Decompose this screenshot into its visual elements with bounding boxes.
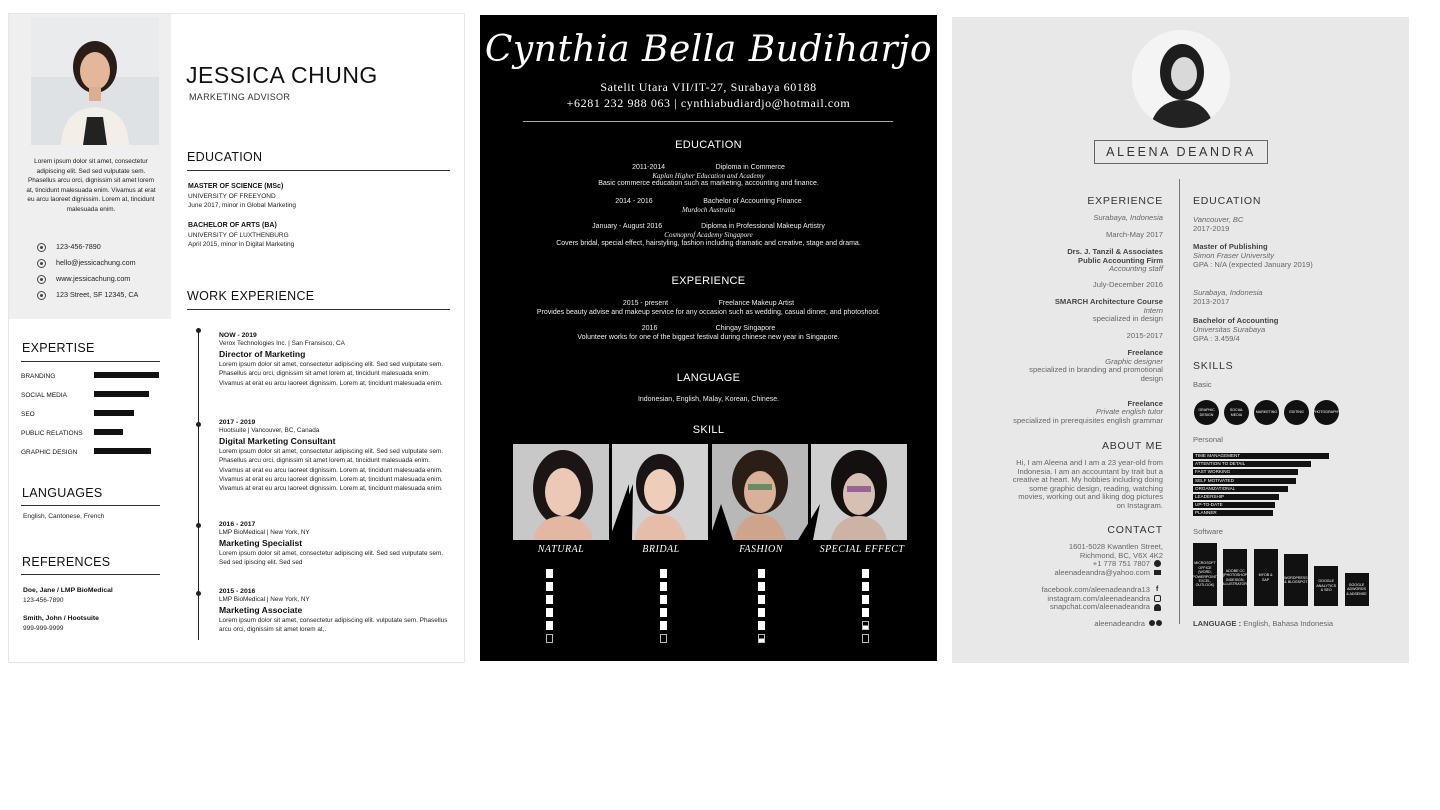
contact-phone — [37, 241, 101, 253]
contact-text: +6281 232 988 063 | cynthiabudiardjo@hotmail.com — [566, 96, 851, 110]
phone-icon — [1154, 560, 1161, 567]
contact-website — [37, 273, 130, 285]
skill-level-square — [660, 595, 667, 604]
profile-photo — [1132, 30, 1230, 128]
job-dates: 2017 - 2019 — [219, 419, 256, 426]
education-desc: Covers bridal, special effect, hairstyling, fashion including dramatic and creative, stage and drama. — [556, 240, 861, 247]
skill-heading: SKILL — [692, 424, 725, 436]
expertise-label: GRAPHIC DESIGN — [21, 449, 78, 456]
software-skill-column: WORDPRESS & BLOGSPOT — [1284, 554, 1308, 606]
email-icon — [1154, 570, 1161, 575]
reference-name: Smith, John / Hootsuite — [23, 615, 99, 622]
experience-role: Intern — [1143, 306, 1163, 315]
job-dates: NOW - 2019 — [219, 332, 257, 339]
education-line: 2014 - 2016 Bachelor of Accounting Finance — [615, 198, 802, 205]
job-description: Lorem ipsum dolor sit amet, consectetur adipiscing elit. Sed sed vulputate sem. Phasellus arcu orci, dignissim sit amet lorem at, tincidunt malesuada enim. Vivamus at erat eu arcu laoreet dignissim. Lorem at, tincidunt malesuada enim. — [219, 361, 444, 387]
experience-role: Graphic designer — [1105, 357, 1163, 366]
divider — [523, 121, 893, 122]
skill-level-square — [758, 608, 765, 617]
contact-email — [37, 257, 136, 269]
skill-level-square — [862, 634, 869, 643]
expertise-bar — [94, 391, 149, 397]
skill-level-square — [660, 569, 667, 578]
reference-phone: 999-999-9999 — [23, 625, 64, 632]
education-heading: EDUCATION — [187, 150, 263, 164]
skill-label: BRIDAL — [642, 544, 680, 555]
reference-name: Doe, Jane / LMP BioMedical — [23, 587, 113, 594]
job-description: Lorem ipsum dolor sit amet, consectetur adipiscing elit. Sed sed vulputate sem. Sed sed ipiscing elit. Sed sed — [219, 550, 444, 567]
software-skill-column: ADOBE CC (PHOTOSHOP, INDESIGN, ILLUSTRATOR) — [1223, 549, 1247, 606]
personal-skill-bar: FAST WORKING — [1193, 469, 1298, 475]
experience-org: Drs. J. Tanzil & Associates Public Accounting Firm — [1067, 247, 1163, 265]
contact-address: 1601-5028 Kwantlen Street, Richmond, BC, V6X 4K2 — [1068, 542, 1163, 560]
phone-icon — [37, 243, 46, 252]
sidebar-panel — [9, 14, 171, 319]
basic-skill-circle: PHOTOGRAPHY — [1314, 400, 1339, 425]
education-dates: 2013-2017 — [1193, 297, 1230, 306]
skill-level-square — [660, 621, 667, 630]
language-text: Indonesian, English, Malay, Korean, Chinese. — [637, 396, 780, 403]
basic-skill-circle: SOCIAL MEDIA — [1224, 400, 1249, 425]
education-degree: Bachelor of Accounting — [1193, 316, 1279, 325]
skill-level-square — [546, 569, 553, 578]
education-school: Cosmoprof Academy Singapore — [664, 231, 753, 239]
resume-aleena — [952, 17, 1409, 663]
language-label: LANGUAGE : — [1193, 619, 1242, 628]
software-skill-column: GOOGLE ADWORDS & ADSENSE — [1345, 573, 1369, 606]
education-gpa: GPA : N/A (expected January 2019) — [1193, 260, 1313, 269]
skill-level-square — [758, 621, 765, 630]
job-entry — [219, 521, 449, 568]
experience-org: Freelance — [1127, 348, 1163, 357]
skill-level-square — [862, 569, 869, 578]
personal-skill-bar: ATTENTION TO DETAIL — [1193, 461, 1311, 467]
contact-instagram: instagram.com/aleenadeandra — [1047, 594, 1150, 603]
job-description: Lorem ipsum dolor sit amet, consectetur adipiscing elit. Sed sed vulputate sem. Phasellus arcu orci, dignissim sit amet lorem at, tincidunt malesuada enim. Vivamus at erat eu arcu laoreet dignissim. Lorem at, tincidunt malesuada enim. Vivamus at erat eu arcu laoreet dignissim. Lorem at, tincidunt malesuada enim. Vivamus at erat eu arcu laoreet dignissim. Lorem at, tincidunt malesuada enim. — [219, 448, 444, 493]
experience-line: 2016 Chingay Singapore — [641, 325, 776, 332]
job-company: LMP BioMedical | New York, NY — [219, 529, 310, 536]
education-desc: Basic commerce education such as marketing, accounting and finance. — [598, 180, 819, 187]
expertise-label: BRANDING — [21, 373, 56, 380]
skill-level-square — [660, 582, 667, 591]
basic-label: Basic — [1193, 380, 1212, 389]
personal-skill-bar: UP-TO-DATE — [1193, 502, 1275, 508]
software-skill-column: MYOB & SAP — [1254, 549, 1278, 606]
contact-snapchat: snapchat.com/aleenadeandra — [1049, 602, 1150, 611]
divider — [187, 170, 450, 171]
personal-skill-bar: TIME MANAGEMENT — [1193, 453, 1329, 459]
globe-icon — [37, 275, 46, 284]
contact-phone-text: 123-456-7890 — [56, 242, 101, 251]
skill-level-square — [862, 608, 869, 617]
about-heading: ABOUT ME — [1101, 440, 1163, 452]
job-description: Lorem ipsum dolor sit amet, consectetur adipiscing elit. vulputate sem. Phasellus arcu orci, dignissim sit amet lorem at,. — [219, 617, 448, 634]
address-text: Satelit Utara VII/IT-27, Surabaya 60188 — [600, 80, 817, 94]
personal-skill-bar: ORGANIZATIONAL — [1193, 486, 1288, 492]
skill-label: NATURAL — [537, 544, 585, 555]
education-heading: EDUCATION — [675, 139, 742, 151]
divider — [21, 505, 160, 506]
software-label: Software — [1193, 527, 1223, 536]
timeline-dot — [196, 422, 201, 427]
facebook-icon: f — [1156, 586, 1159, 593]
language-line — [1193, 620, 1333, 629]
language-text: English, Bahasa Indonesia — [1243, 619, 1334, 628]
skill-level-square — [758, 634, 765, 643]
references-heading: REFERENCES — [22, 555, 111, 569]
timeline-dot — [196, 523, 201, 528]
experience-role: Accounting staff — [1108, 264, 1163, 273]
skill-level-square — [862, 582, 869, 591]
experience-org: SMARCH Architecture Course — [1054, 297, 1163, 306]
education-heading: EDUCATION — [1193, 195, 1262, 207]
timeline-dot — [196, 591, 201, 596]
experience-line: 2015 - present Freelance Makeup Artist — [622, 300, 795, 307]
snapchat-icon — [1154, 604, 1161, 611]
language-heading: LANGUAGE — [676, 372, 741, 384]
education-detail: April 2015, minor in Digital Marketing — [188, 241, 295, 248]
software-skill-column: MICROSOFT OFFICE (WORD, POWERPOINT, EXCEL, OUTLOOK) — [1193, 543, 1217, 606]
resume-jessica-chung — [8, 13, 465, 663]
experience-dates: 2015-2017 — [1126, 331, 1163, 340]
experience-desc: specialized in branding and promotional design — [1029, 365, 1163, 383]
experience-dates: July-December 2016 — [1092, 280, 1163, 289]
job-title: Director of Marketing — [219, 349, 306, 359]
skill-level-square — [546, 621, 553, 630]
skill-level-square — [758, 582, 765, 591]
intro-text: Lorem ipsum dolor sit amet, consectetur adipiscing elit. Sed sed vulputate sem. Phasellus arcu orci, dignissim sit amet lorem at, tincidunt malesuada enim. Vivamus at erat eu arcu laoreet dignissim. Lorem at, tincidunt malesuada enim. — [26, 158, 156, 213]
software-skill-column: GOOGLE ANALYTICS & SEO — [1314, 566, 1338, 606]
skill-level-square — [758, 569, 765, 578]
expertise-label: PUBLIC RELATIONS — [21, 430, 83, 437]
contact-website-text: www.jessicachung.com — [56, 274, 131, 283]
contact-handle: aleenadeandra — [1094, 619, 1145, 628]
education-school: UNIVERSITY OF FREEYOND — [188, 193, 276, 200]
experience-desc: Provides beauty advise and makeup service for any occasion such as wedding, casual dinner, and photoshoot. — [536, 309, 881, 316]
education-degree: MASTER OF SCIENCE (MSc) — [188, 183, 284, 190]
resume-name: JESSICA CHUNG — [186, 62, 378, 88]
skill-level-square — [546, 634, 553, 643]
contact-facebook: facebook.com/aleenadeandra13 — [1041, 585, 1150, 594]
expertise-bar — [94, 410, 134, 416]
skill-level-square — [546, 608, 553, 617]
experience-org: Freelance — [1127, 399, 1163, 408]
education-school: UNIVERSITY OF LUXTHENBURG — [188, 232, 289, 239]
education-gpa: GPA : 3.459/4 — [1193, 334, 1240, 343]
experience-desc: specialized in design — [1092, 314, 1163, 323]
job-entry — [219, 332, 449, 388]
divider — [21, 361, 160, 362]
job-title: Marketing Specialist — [219, 538, 303, 548]
education-dates: 2017-2019 — [1193, 224, 1230, 233]
experience-desc: specialized in prerequisites english grammar — [1013, 416, 1163, 425]
job-title: Digital Marketing Consultant — [219, 436, 336, 446]
education-degree: Master of Publishing — [1193, 242, 1268, 251]
contact-address — [37, 289, 138, 301]
experience-desc: Volunteer works for one of the biggest festival during chinese new year in Singapore. — [577, 334, 840, 341]
job-title: Marketing Associate — [219, 605, 303, 615]
contact-email: aleenadeandra@yahoo.com — [1054, 568, 1150, 577]
education-detail: June 2017, minor in Global Marketing — [188, 202, 297, 209]
contact-phone: +1 778 751 7807 — [1092, 559, 1150, 568]
job-entry — [219, 419, 449, 493]
skill-level-square — [862, 621, 869, 630]
contact-email-text: hello@jessicachung.com — [56, 258, 136, 267]
skill-level-square — [862, 595, 869, 604]
job-company: Verox Technologies Inc. | San Fransisco, CA — [219, 340, 345, 347]
personal-skill-bar: SELF MOTIVATED — [1193, 478, 1296, 484]
chat-icon — [1156, 620, 1162, 626]
education-degree: BACHELOR OF ARTS (BA) — [188, 222, 277, 229]
basic-skill-circle: MARKETING — [1254, 400, 1279, 425]
resume-role: MARKETING ADVISOR — [189, 92, 291, 102]
profile-photo — [31, 17, 159, 145]
experience-heading: EXPERIENCE — [1087, 195, 1163, 207]
divider — [21, 574, 160, 575]
experience-location: Surabaya, Indonesia — [1093, 213, 1163, 222]
name-box: ALEENA DEANDRA — [1094, 140, 1268, 164]
experience-dates: March-May 2017 — [1106, 230, 1163, 239]
column-divider — [1179, 179, 1180, 624]
experience-heading: EXPERIENCE — [671, 275, 746, 287]
email-icon — [37, 259, 46, 268]
education-school: Simon Fraser University — [1193, 251, 1275, 260]
expertise-bar — [94, 429, 123, 435]
skill-level-square — [546, 582, 553, 591]
job-dates: 2016 - 2017 — [219, 521, 256, 528]
job-entry — [219, 588, 449, 635]
skill-label: SPECIAL EFFECT — [819, 544, 905, 555]
languages-text: English, Cantonese, French — [23, 513, 105, 520]
skill-level-square — [546, 595, 553, 604]
education-location: Surabaya, Indonesia — [1193, 288, 1263, 297]
personal-label: Personal — [1193, 435, 1223, 444]
job-company: LMP BioMedical | New York, NY — [219, 596, 310, 603]
expertise-label: SEO — [21, 411, 35, 418]
about-text: Hi, I am Aleena and I am a 23 year-old from Indonesia. I am an accountant by trait but a creative at heart. My hobbies including doing some graphic design, reading, watching movies, working out and liking dog pictures on Instagram. — [1012, 458, 1163, 510]
expertise-label: SOCIAL MEDIA — [21, 392, 67, 399]
experience-role: Private english tutor — [1095, 407, 1163, 416]
basic-skill-circle: GRAPHIC DESIGN — [1194, 400, 1219, 425]
personal-skill-bar: LEADERSHIP — [1193, 494, 1279, 500]
skill-level-square — [660, 634, 667, 643]
line-icon — [1149, 620, 1155, 626]
expertise-bar — [94, 448, 151, 454]
basic-skill-circle: EDITING — [1284, 400, 1309, 425]
resume-cynthia — [480, 15, 937, 661]
divider — [187, 309, 450, 310]
expertise-bar — [94, 372, 159, 378]
languages-heading: LANGUAGES — [22, 486, 103, 500]
reference-phone: 123-456-7890 — [23, 597, 64, 604]
education-school: Universitas Surabaya — [1193, 325, 1266, 334]
expertise-heading: EXPERTISE — [22, 341, 95, 355]
education-line: January - August 2016 Diploma in Professional Makeup Artistry — [592, 223, 825, 230]
education-school: Kaplan Higher Education and Academy — [652, 172, 765, 180]
contact-heading: CONTACT — [1107, 524, 1163, 536]
skills-heading: SKILLS — [1193, 360, 1234, 372]
skill-label: FASHION — [739, 544, 783, 555]
skill-level-square — [758, 595, 765, 604]
instagram-icon — [1154, 595, 1161, 602]
job-company: Hootsuite | Vancouver, BC, Canada — [219, 427, 320, 434]
education-location: Vancouver, BC — [1193, 215, 1244, 224]
work-heading: WORK EXPERIENCE — [187, 289, 315, 303]
job-dates: 2015 - 2016 — [219, 588, 256, 595]
personal-skill-bar: PLANNER — [1193, 510, 1273, 516]
timeline-dot — [196, 328, 201, 333]
education-school: Murdoch Australia — [681, 206, 736, 214]
photo-dividers — [513, 484, 907, 540]
skill-level-square — [660, 608, 667, 617]
contact-address-text: 123 Street, SF 12345, CA — [56, 290, 139, 299]
location-icon — [37, 291, 46, 300]
education-line: 2011-2014 Diploma in Commerce — [632, 164, 785, 171]
resume-name: Cynthia Bella Budiharjo — [484, 29, 933, 70]
